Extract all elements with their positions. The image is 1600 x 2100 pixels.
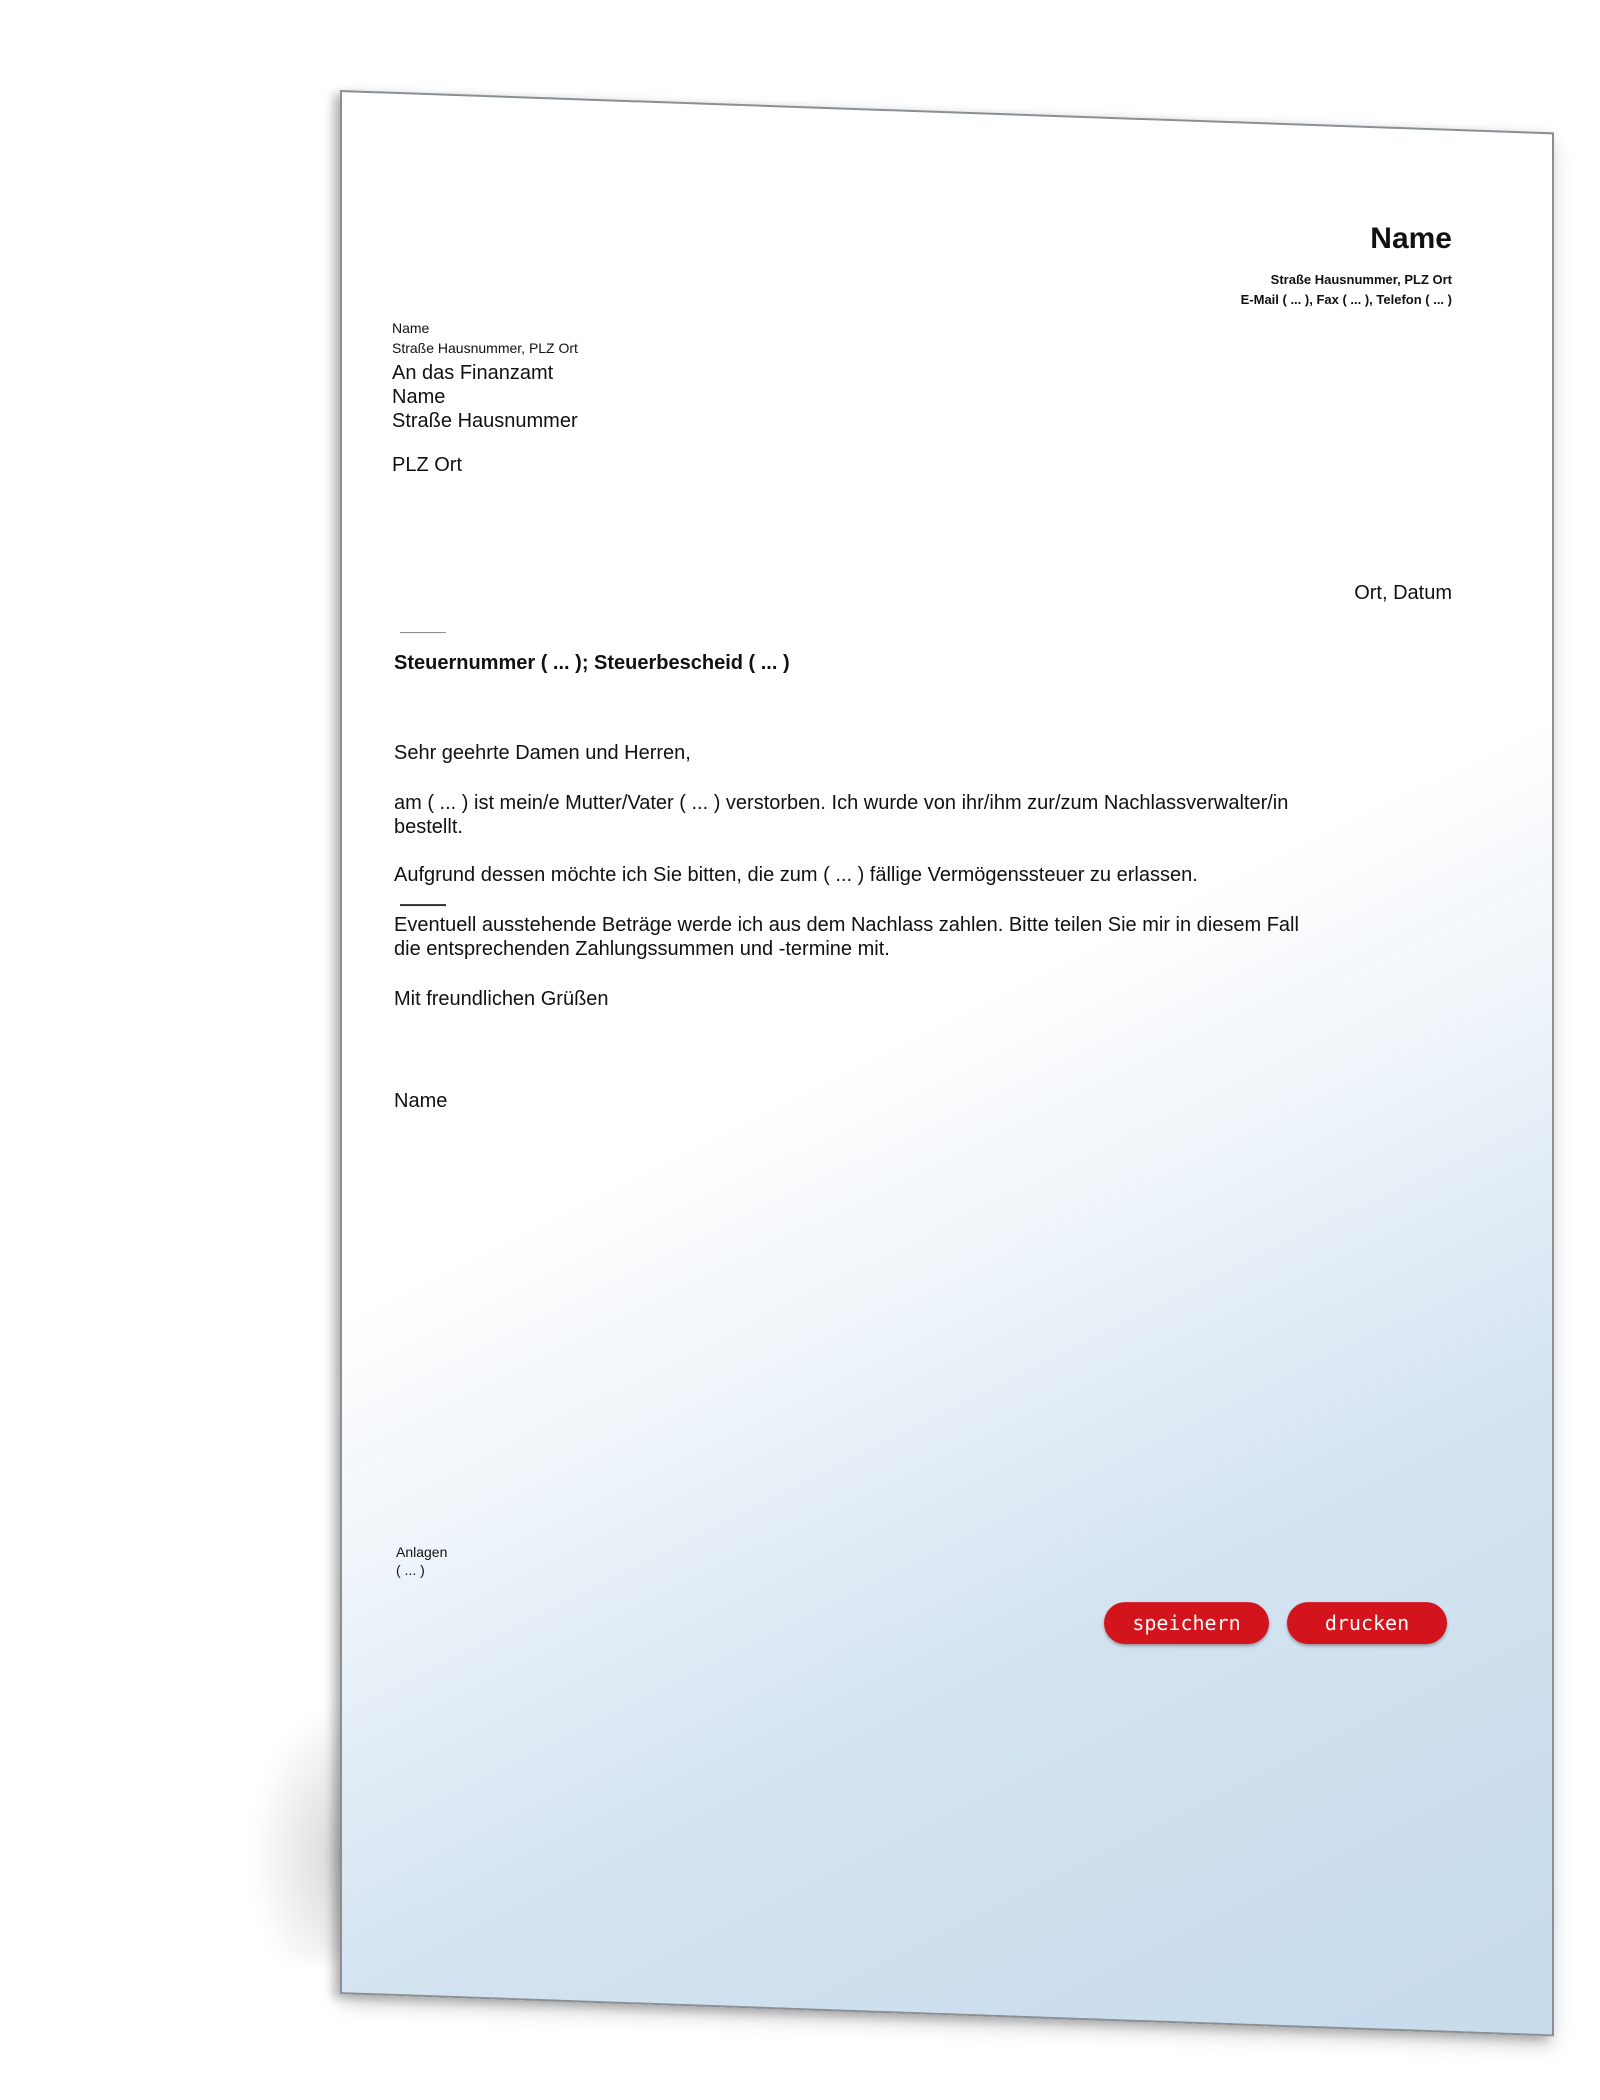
sender-name: Name bbox=[1370, 222, 1452, 256]
recipient-line-4: PLZ Ort bbox=[392, 454, 463, 477]
paragraph-1-line-1: am ( ... ) ist mein/e Mutter/Vater ( ... ) verstorben. Ich wurde von ihr/ihm zur/zum Nachlassverwalter/in bbox=[394, 792, 1289, 815]
recipient-line-2: Name bbox=[392, 386, 446, 409]
letter-page bbox=[340, 90, 1554, 2036]
paragraph-3-line-1: Eventuell ausstehende Beträge werde ich aus dem Nachlass zahlen. Bitte teilen Sie mir in diesem Fall bbox=[394, 914, 1299, 937]
print-button[interactable]: drucken bbox=[1287, 1602, 1447, 1644]
attachments-label: Anlagen bbox=[396, 1544, 448, 1561]
fold-mark-top bbox=[400, 632, 446, 633]
paragraph-2-line-1: Aufgrund dessen möchte ich Sie bitten, die zum ( ... ) fällige Vermögenssteuer zu erlassen. bbox=[394, 864, 1198, 887]
recipient-line-3: Straße Hausnummer bbox=[392, 410, 578, 433]
salutation: Sehr geehrte Damen und Herren, bbox=[394, 742, 691, 765]
subject-line: Steuernummer ( ... ); Steuerbescheid ( ... ) bbox=[394, 652, 790, 675]
place-date: Ort, Datum bbox=[1354, 582, 1452, 605]
attachments-value: ( ... ) bbox=[396, 1562, 425, 1579]
paragraph-1-line-2: bestellt. bbox=[394, 816, 463, 839]
return-address-street: Straße Hausnummer, PLZ Ort bbox=[392, 340, 578, 357]
letter-content bbox=[342, 92, 1552, 1992]
return-address-name: Name bbox=[392, 320, 430, 337]
signature-name: Name bbox=[394, 1090, 448, 1113]
recipient-line-1: An das Finanzamt bbox=[392, 362, 554, 385]
paragraph-3-line-2: die entsprechenden Zahlungssummen und -termine mit. bbox=[394, 938, 890, 961]
closing: Mit freundlichen Grüßen bbox=[394, 988, 609, 1011]
save-button[interactable]: speichern bbox=[1104, 1602, 1269, 1644]
fold-mark-middle bbox=[400, 904, 446, 906]
sender-contact: E-Mail ( ... ), Fax ( ... ), Telefon ( ... ) bbox=[1240, 292, 1452, 308]
sender-address: Straße Hausnummer, PLZ Ort bbox=[1270, 272, 1452, 288]
